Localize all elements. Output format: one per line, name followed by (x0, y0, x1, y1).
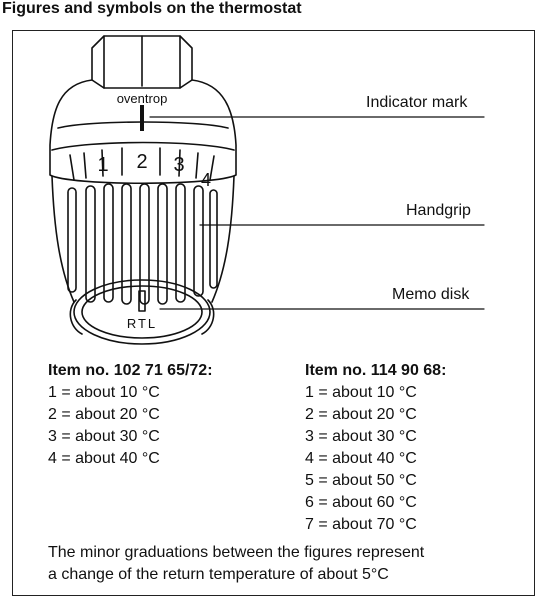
list-item: 3 = about 30 °C (305, 428, 417, 445)
scale-number-2: 2 (136, 151, 148, 173)
scale-number-1: 1 (97, 154, 109, 176)
item-heading: Item no. 102 71 65/72: (48, 362, 213, 379)
callout-memo-disk: Memo disk (392, 286, 470, 303)
page-title: Figures and symbols on the thermostat (2, 0, 302, 17)
scale-number-4: 4 (200, 170, 212, 190)
indicator-mark (140, 105, 144, 131)
list-item: 1 = about 10 °C (48, 384, 160, 401)
scale-number-3: 3 (173, 154, 185, 176)
callout-handgrip: Handgrip (406, 202, 471, 219)
list-item: 1 = about 10 °C (305, 384, 417, 401)
list-item: 6 = about 60 °C (305, 494, 417, 511)
item-heading: Item no. 114 90 68: (305, 362, 447, 379)
list-item: 7 = about 70 °C (305, 516, 417, 533)
memo-disk (74, 280, 210, 344)
callout-indicator-mark: Indicator mark (366, 94, 468, 111)
item-114-90-68-list (305, 360, 446, 536)
brand-logo: oventrop (116, 91, 168, 106)
item-102-71-65-list (48, 360, 213, 470)
list-item: 2 = about 20 °C (305, 406, 417, 423)
list-item: 4 = about 40 °C (48, 450, 160, 467)
note-line: a change of the return temperature of about 5°C (48, 566, 389, 583)
note-line: The minor graduations between the figures represent (48, 544, 425, 561)
graduation-note (48, 542, 424, 586)
handgrip-body (52, 176, 234, 302)
memo-disk-label: RTL (126, 316, 158, 331)
list-item: 3 = about 30 °C (48, 428, 160, 445)
list-item: 5 = about 50 °C (305, 472, 417, 489)
list-item: 4 = about 40 °C (305, 450, 417, 467)
list-item: 2 = about 20 °C (48, 406, 160, 423)
